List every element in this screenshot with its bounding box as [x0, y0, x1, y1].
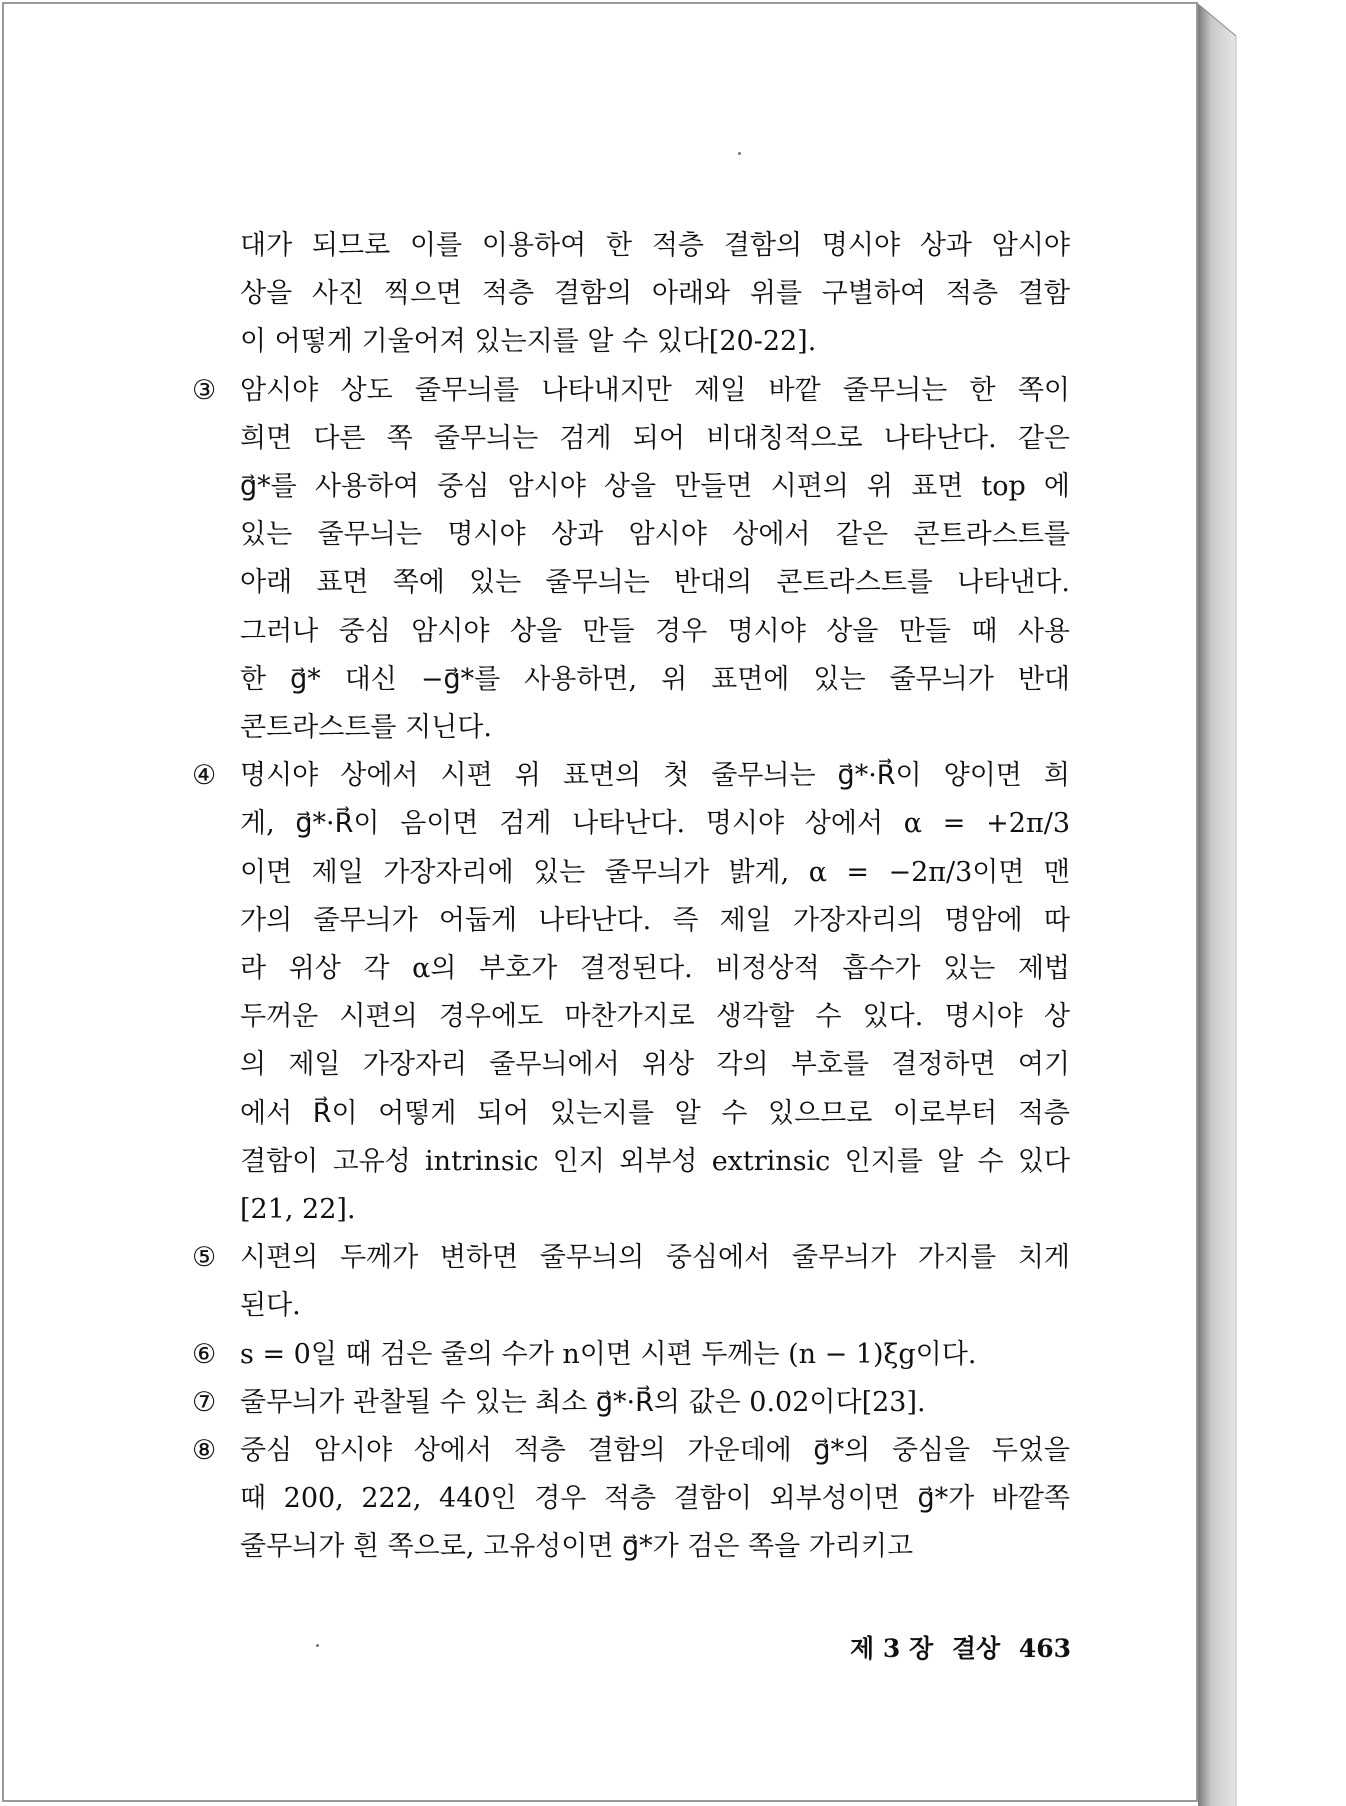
text-line: 때 200, 222, 440인 경우 적층 결함이 외부성이면 g⃗*가 바깥쪽 — [240, 1483, 1070, 1515]
text-line: 줄무늬가 관찰될 수 있는 최소 g⃗*·R⃗의 값은 0.02이다[23]. — [240, 1386, 926, 1418]
text-line: 이면 제일 가장자리에 있는 줄무늬가 밝게, α = −2π/3이면 맨 — [240, 856, 1070, 888]
text-line: 아래 표면 쪽에 있는 줄무늬는 반대의 콘트라스트를 나타낸다. — [240, 567, 1070, 599]
item-number: ⑤ — [192, 1242, 217, 1274]
item-number: ⑦ — [192, 1386, 217, 1418]
item-number: ⑥ — [192, 1338, 217, 1370]
item-number: ③ — [192, 374, 217, 406]
intro-paragraph — [240, 222, 1070, 367]
text-line: 결함이 고유성 intrinsic 인지 외부성 extrinsic 인지를 알 수 있다 — [240, 1145, 1070, 1177]
scan-speck — [316, 1644, 319, 1647]
list-item — [192, 1379, 1070, 1427]
text-line: 상을 사진 찍으면 적층 결함의 아래와 위를 구별하여 적층 결함 — [240, 278, 1070, 310]
text-line: 이 어떻게 기울어져 있는지를 알 수 있다[20-22]. — [240, 326, 817, 358]
list-item — [192, 1331, 1070, 1379]
text-line: 희면 다른 쪽 줄무늬는 검게 되어 비대칭적으로 나타난다. 같은 — [240, 422, 1070, 454]
text-line: 에서 R⃗이 어떻게 되어 있는지를 알 수 있으므로 이로부터 적층 — [240, 1097, 1070, 1129]
text-line: 있는 줄무늬는 명시야 상과 암시야 상에서 같은 콘트라스트를 — [240, 519, 1070, 551]
text-line: 두꺼운 시편의 경우에도 마찬가지로 생각할 수 있다. 명시야 상 — [240, 1001, 1070, 1033]
text-line: [21, 22]. — [240, 1194, 356, 1226]
text-line: 된다. — [240, 1290, 301, 1322]
footer-title: 결상 — [951, 1634, 1001, 1663]
text-line: 그러나 중심 암시야 상을 만들 경우 명시야 상을 만들 때 사용 — [240, 615, 1070, 647]
text-line: 한 g⃗* 대신 −g⃗*를 사용하면, 위 표면에 있는 줄무늬가 반대 — [240, 663, 1070, 695]
item-number: ④ — [192, 760, 217, 792]
text-line: 가의 줄무늬가 어둡게 나타난다. 즉 제일 가장자리의 명암에 따 — [240, 904, 1070, 936]
list-item — [192, 367, 1070, 753]
text-line: g⃗*를 사용하여 중심 암시야 상을 만들면 시편의 위 표면 top 에 — [240, 471, 1070, 503]
list-item — [192, 1234, 1070, 1330]
text-line: 명시야 상에서 시편 위 표면의 첫 줄무늬는 g⃗*·R⃗이 양이면 희 — [240, 760, 1070, 792]
text-line: 콘트라스트를 지닌다. — [240, 712, 492, 744]
text-line: 중심 암시야 상에서 적층 결함의 가운데에 g⃗*의 중심을 두었을 — [240, 1435, 1070, 1467]
text-line: 라 위상 각 α의 부호가 결정된다. 비정상적 흡수가 있는 제법 — [240, 953, 1070, 985]
page-footer — [840, 1629, 1070, 1665]
text-line: s = 0일 때 검은 줄의 수가 n이면 시편 두께는 (n − 1)ξg이다. — [240, 1338, 977, 1370]
list-item — [192, 1427, 1070, 1572]
page-body — [192, 222, 1070, 1572]
book-page — [2, 2, 1198, 1802]
text-line: 게, g⃗*·R⃗이 음이면 검게 나타난다. 명시야 상에서 α = +2π/3 — [240, 808, 1070, 840]
numbered-list — [192, 367, 1070, 1572]
page-number: 463 — [1018, 1634, 1072, 1663]
footer-chapter: 제 3 장 — [850, 1634, 934, 1663]
text-line: 시편의 두께가 변하면 줄무늬의 중심에서 줄무늬가 가지를 치게 — [240, 1242, 1070, 1274]
text-line: 대가 되므로 이를 이용하여 한 적층 결함의 명시야 상과 암시야 — [240, 230, 1070, 261]
text-line: 암시야 상도 줄무늬를 나타내지만 제일 바깥 줄무늬는 한 쪽이 — [240, 374, 1070, 406]
item-number: ⑧ — [192, 1435, 217, 1467]
text-line: 의 제일 가장자리 줄무늬에서 위상 각의 부호를 결정하면 여기 — [240, 1049, 1070, 1081]
scan-speck — [738, 152, 741, 155]
page-stack-edge — [1198, 0, 1240, 1806]
list-item — [192, 752, 1070, 1234]
text-line: 줄무늬가 흰 쪽으로, 고유성이면 g⃗*가 검은 쪽을 가리키고 — [240, 1531, 914, 1563]
